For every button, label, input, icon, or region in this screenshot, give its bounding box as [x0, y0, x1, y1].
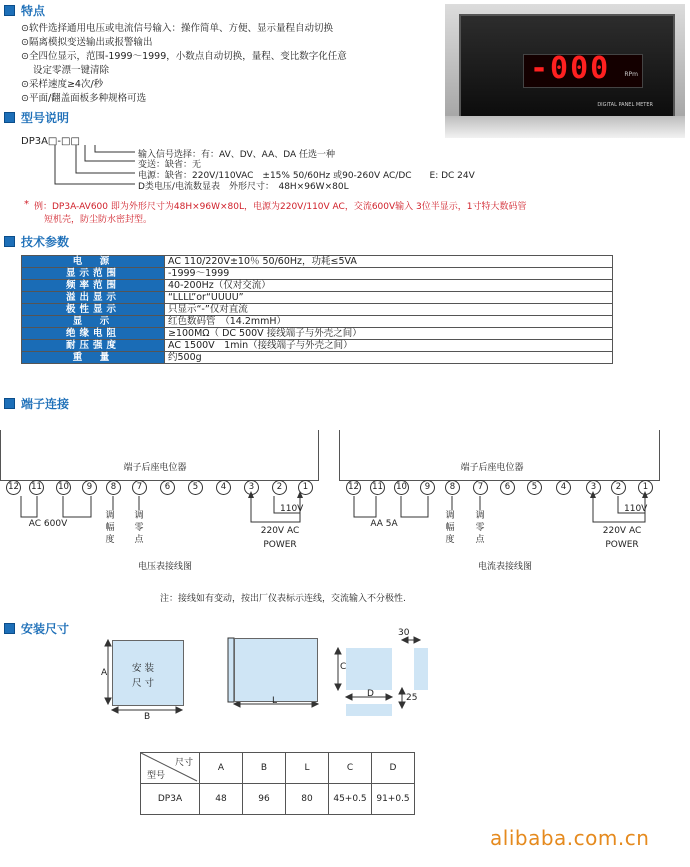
side-view-drawing: [234, 638, 318, 702]
input-label: AA 5A: [370, 519, 398, 529]
spec-value: “LLLL”or“UUUU”: [165, 292, 613, 304]
table-header-row: [141, 753, 415, 784]
terminal-block-label: 端子后座电位器: [123, 463, 187, 473]
spec-label: 极性显示: [22, 304, 165, 316]
terminal-block-label: 端子后座电位器: [460, 463, 524, 473]
spec-label: 显 示: [22, 316, 165, 328]
dim-25-label: 25: [406, 693, 418, 703]
terminal-9: 9: [420, 480, 435, 495]
column-header: C: [329, 753, 372, 784]
terminal-10: 10: [56, 480, 71, 495]
feature-item: ⊙采样速度≥4次/秒: [21, 79, 104, 90]
gain-pot-label: 调幅度: [445, 511, 455, 545]
power-label: POWER: [605, 540, 639, 550]
terminal-5: 5: [188, 480, 203, 495]
device-unit: RPm: [624, 71, 638, 78]
example-line: 例：DP3A-AV600 即为外形尺寸为48H×96W×80L，电源为220V/110V AC，交流600V输入 3位半显示，1寸特大数码管: [34, 202, 527, 212]
cutout-label: 安 装: [132, 663, 155, 674]
terminal-4: 4: [216, 480, 231, 495]
spec-value: ≥100MΩ（ DC 500V 接线端子与外壳之间）: [165, 328, 613, 340]
terminal-12: 12: [346, 480, 361, 495]
spec-value: 只显示“-”仅对直流: [165, 304, 613, 316]
dim-l-label: L: [272, 696, 278, 706]
column-header: A: [200, 753, 243, 784]
current-diagram-caption: 电流表接线图: [477, 562, 532, 572]
terminal-6: 6: [500, 480, 515, 495]
value-cell: 96: [243, 784, 286, 815]
section-title: 特点: [21, 3, 46, 18]
value-cell: 45+0.5: [329, 784, 372, 815]
model-line: 变送：缺省：无: [138, 160, 202, 170]
terminal-6: 6: [160, 480, 175, 495]
model-line: 电源：缺省：220V/110VAC ±15% 50/60Hz 或90-260V AC/DC E: DC 24V: [138, 171, 475, 181]
spec-label: 绝缘电阻: [22, 328, 165, 340]
section-title: 技术参数: [21, 234, 70, 249]
spec-value: 约500g: [165, 352, 613, 364]
spec-label: 重 量: [22, 352, 165, 364]
feature-item: ⊙平面/翻盖面板多种规格可选: [21, 93, 147, 104]
size-header: 尺寸: [174, 758, 193, 768]
corner-header-cell: [141, 753, 200, 784]
section-title: 安装尺寸: [21, 621, 70, 636]
watermark: alibaba.com.cn: [490, 826, 650, 850]
device-brand: DIGITAL PANEL METER: [597, 102, 653, 108]
spec-value: 红色数码管 （14.2mmH）: [165, 316, 613, 328]
terminal-8: 8: [445, 480, 460, 495]
dim-c-label: C: [340, 662, 347, 672]
example-star: *: [24, 199, 29, 210]
column-header: L: [286, 753, 329, 784]
side-profile-drawing: [414, 648, 428, 690]
terminal-3: 3: [586, 480, 601, 495]
terminal-2: 2: [611, 480, 626, 495]
v220-label: 220V AC: [260, 526, 300, 536]
feature-item: ⊙隔离模拟变送输出或报警输出: [21, 37, 153, 48]
spec-label: 电 源: [22, 256, 165, 268]
zero-pot-label: 调零点: [475, 511, 485, 545]
section-title: 端子连接: [21, 396, 70, 411]
value-cell: 91+0.5: [372, 784, 415, 815]
spec-label: 频率范围: [22, 280, 165, 292]
spec-value: -1999～1999: [165, 268, 613, 280]
voltage-diagram-caption: 电压表接线图: [137, 562, 192, 572]
terminal-12: 12: [6, 480, 21, 495]
model-cell: DP3A: [141, 784, 200, 815]
spec-label: 溢出显示: [22, 292, 165, 304]
front-view-drawing: [346, 648, 392, 690]
v220-label: 220V AC: [602, 526, 642, 536]
dim-b-label: B: [144, 712, 151, 722]
wiring-note: 注：接线如有变动，按出厂仪表标示连线，交流输入不分极性.: [160, 594, 406, 604]
terminal-7: 7: [473, 480, 488, 495]
terminal-7: 7: [132, 480, 147, 495]
dim-a-label: A: [101, 668, 108, 678]
cutout-label: 尺 寸: [132, 678, 155, 689]
dim-30-label: 30: [398, 628, 410, 638]
column-header: B: [243, 753, 286, 784]
value-cell: 48: [200, 784, 243, 815]
value-cell: 80: [286, 784, 329, 815]
spec-label: 显示范围: [22, 268, 165, 280]
model-code: DP3A□-□□: [21, 136, 80, 147]
spec-value: AC 110/220V±10％ 50/60Hz，功耗≤5VA: [165, 256, 613, 268]
terminal-2: 2: [272, 480, 287, 495]
example-line: 短机壳，防尘防水密封型。: [44, 215, 153, 225]
terminal-1: 1: [638, 480, 653, 495]
terminal-5: 5: [527, 480, 542, 495]
terminal-4: 4: [556, 480, 571, 495]
model-line: D类电压/电流数显表 外形尺寸： 48H×96W×80L: [138, 182, 349, 192]
spec-value: AC 1500V 1min（接线端子与外壳之间）: [165, 340, 613, 352]
input-label: AC 600V: [28, 519, 68, 529]
gain-pot-label: 调幅度: [105, 511, 115, 545]
dim-d-label: D: [367, 689, 374, 699]
terminal-1: 1: [298, 480, 313, 495]
terminal-11: 11: [370, 480, 385, 495]
table-row: [141, 784, 415, 815]
v110-label: 110V: [624, 504, 648, 514]
terminal-10: 10: [394, 480, 409, 495]
power-label: POWER: [263, 540, 297, 550]
v110-label: 110V: [280, 504, 304, 514]
terminal-3: 3: [244, 480, 259, 495]
feature-item: ⊙全四位显示，范围-1999～1999，小数点自动切换，量程、变比数字化任意: [21, 51, 347, 62]
zero-pot-label: 调零点: [134, 511, 144, 545]
dimension-table: [140, 752, 415, 815]
spec-label: 耐压强度: [22, 340, 165, 352]
model-line: 输入信号选择：有：AV、DV、AA、DA 任选一种: [138, 150, 336, 160]
feature-item: ⊙软件选择通用电压或电流信号输入：操作简单、方便、显示量程自动切换: [21, 23, 333, 34]
spec-value: 40-200Hz（仅对交流）: [165, 280, 613, 292]
terminal-8: 8: [106, 480, 121, 495]
bottom-profile-drawing: [346, 704, 392, 716]
column-header: D: [372, 753, 415, 784]
device-reading: -000: [530, 51, 611, 86]
terminal-11: 11: [29, 480, 44, 495]
section-title: 型号说明: [21, 110, 70, 125]
feature-item: 设定零漂一键清除: [33, 65, 110, 76]
model-header: 型号: [147, 771, 166, 781]
terminal-9: 9: [82, 480, 97, 495]
